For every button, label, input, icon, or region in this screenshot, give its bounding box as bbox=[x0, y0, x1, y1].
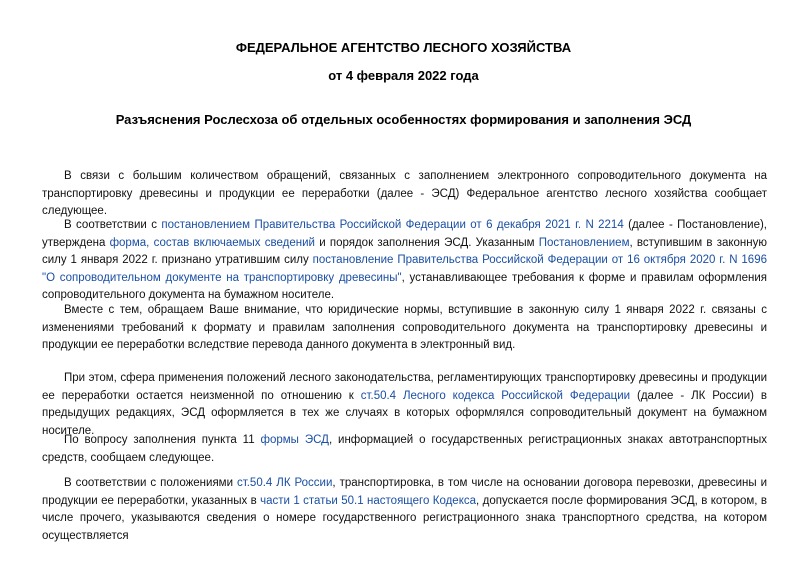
document-title: Разъяснения Рослесхоза об отдельных особенностях формирования и заполнения ЭСД bbox=[115, 112, 692, 127]
paragraph-2-text-1: В соответствии с bbox=[64, 219, 162, 231]
paragraph-6-text-1: В соответствии с положениями bbox=[64, 477, 237, 489]
agency-heading: ФЕДЕРАЛЬНОЕ АГЕНТСТВО ЛЕСНОГО ХОЗЯЙСТВА bbox=[235, 40, 572, 55]
paragraph-5 bbox=[42, 432, 767, 467]
paragraph-4 bbox=[42, 370, 767, 440]
paragraph-6-text-2: , транспортировка, в том числе на основании договора перевозки, древесины и продукции ее переработки, указанных в bbox=[42, 477, 767, 507]
paragraph-5-text-2: , информацией о государственных регистрационных знаках автотранспортных средств, сообщаем следующее. bbox=[42, 434, 768, 464]
link-form-composition[interactable]: форма, состав включаемых сведений bbox=[109, 236, 315, 249]
link-decree-1696[interactable]: постановление Правительства Российской Федерации от 16 октября 2020 г. N 1696 "О сопроводительном документе на транспортировку древесины" bbox=[42, 254, 767, 284]
paragraph-6-text-3: , допускается после формирования ЭСД, в котором, в числе прочего, указываются сведения о номере государственного регистрационного знака транспортного средства, на котором осуществляется bbox=[42, 494, 767, 542]
paragraph-5-text-1: По вопросу заполнения пункта 11 bbox=[64, 434, 261, 446]
paragraph-3-text: Вместе с тем, обращаем Ваше внимание, что юридические нормы, вступившие в законную силу 1 января 2022 г. связаны с изменениями требований к формату и правилам заполнения сопроводительного документа на транспортировку древесины и продукции ее переработки вследствие перевода данного документа в электронный вид. bbox=[42, 304, 767, 351]
link-forest-code-art-50-4[interactable]: ст.50.4 Лесного кодекса Российской Федерации bbox=[360, 389, 631, 402]
paragraph-1 bbox=[42, 168, 767, 221]
paragraph-4-text-2: (далее - ЛК России) в предыдущих редакциях, ЭСД оформляется в тех же случаях в которых оформлялся сопроводительный документ на бумажном носителе. bbox=[42, 389, 767, 437]
paragraph-2-text-4: , вступившим в законную силу 1 января 2022 г. признано утратившим силу bbox=[42, 236, 767, 266]
paragraph-2-text-2: (далее - Постановление), утверждена bbox=[42, 219, 767, 249]
link-esd-form[interactable]: формы ЭСД bbox=[260, 434, 329, 446]
paragraph-6 bbox=[42, 475, 767, 545]
paragraph-2-text-5: , устанавливающее требования к форме и правилам оформления сопроводительного документа на бумажном носителе. bbox=[42, 271, 768, 301]
paragraph-2-text-3: и порядок заполнения ЭСД. Указанным bbox=[314, 236, 539, 249]
link-lk-art-50-4[interactable]: ст.50.4 ЛК России bbox=[236, 477, 333, 489]
document-date: от 4 февраля 2022 года bbox=[328, 68, 479, 83]
paragraph-2 bbox=[42, 217, 767, 305]
paragraph-3 bbox=[42, 302, 767, 355]
link-art-50-1-part-1[interactable]: части 1 статьи 50.1 настоящего Кодекса bbox=[260, 494, 477, 507]
paragraph-4-text-1: При этом, сфера применения положений лесного законодательства, регламентирующих транспортировку древесины и продукции ее переработки остается неизменной по отношению к bbox=[42, 372, 767, 402]
link-decree[interactable]: Постановлением bbox=[538, 236, 630, 249]
paragraph-1-text: В связи с большим количеством обращений, связанных с заполнением электронного сопроводительного документа на транспортировку древесины и продукции ее переработки (далее - ЭСД) Федеральное агентство лесного хозяйства сообщает следующее. bbox=[42, 170, 767, 217]
link-decree-2214[interactable]: постановлением Правительства Российской Федерации от 6 декабря 2021 г. N 2214 bbox=[161, 219, 624, 231]
